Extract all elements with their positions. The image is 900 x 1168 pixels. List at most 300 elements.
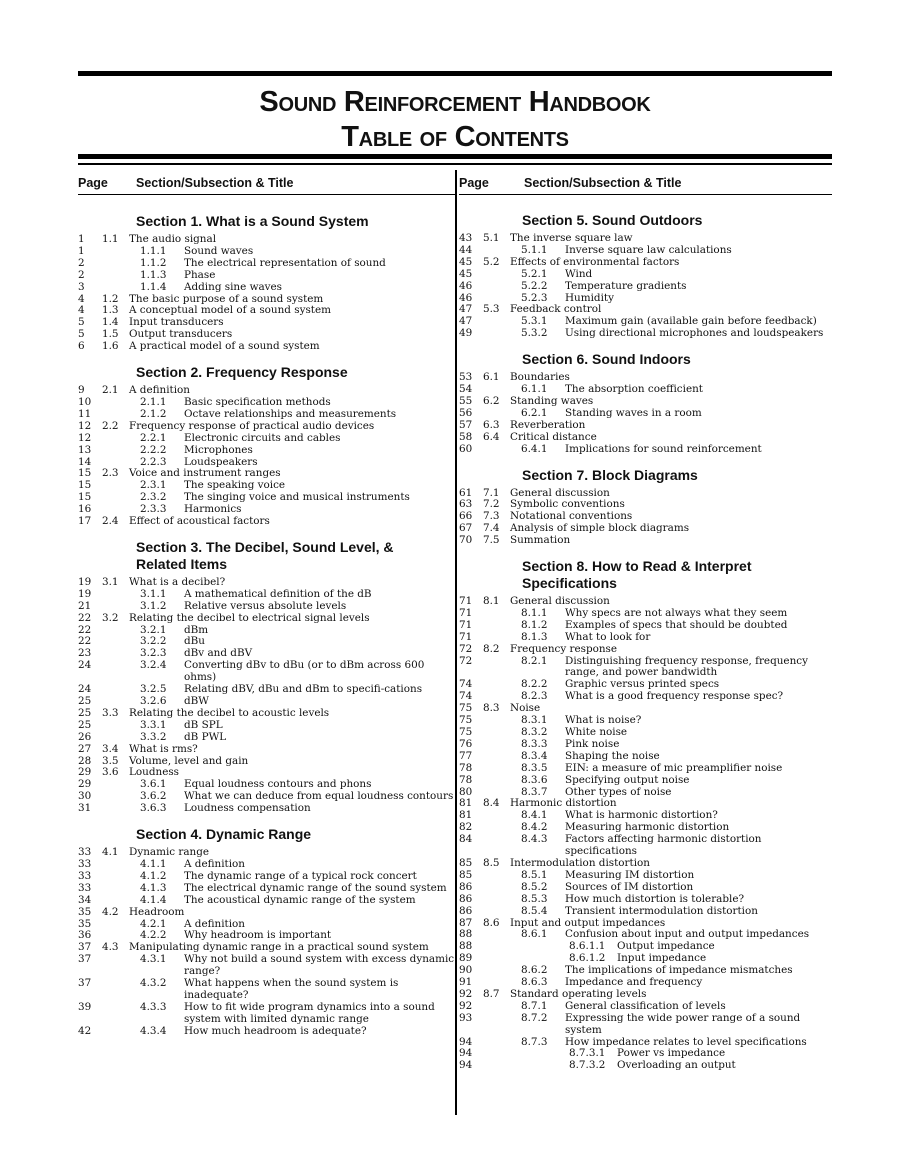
entry-section-number: 4.3.2: [140, 977, 167, 990]
entry-title: A definition: [129, 384, 190, 397]
entry-section-number: 8.7.2: [521, 1011, 548, 1024]
entry-page-number: 33: [78, 881, 92, 894]
entry-page-number: 26: [78, 730, 92, 743]
entry-title: Standing waves in a room: [565, 406, 702, 419]
entry-page-number: 75: [459, 726, 473, 738]
entry-title: dB PWL: [184, 730, 227, 743]
entry-section-number: 8.6: [483, 916, 500, 929]
entry-page-number: 1: [78, 233, 85, 245]
toc-entry: [459, 408, 832, 420]
entry-page-number: 4: [78, 304, 85, 317]
entry-title: Frequency response: [510, 642, 618, 655]
entry-section-number: 8.5.4: [521, 904, 548, 917]
entry-title: The electrical representation of sound: [184, 256, 386, 269]
entry-section-number: 1.1.3: [140, 268, 167, 281]
entry-title: Equal loudness contours and phons: [184, 778, 372, 791]
entry-title: Symbolic conventions: [510, 498, 625, 511]
toc-entry: [459, 727, 832, 739]
entry-section-number: 3.6.2: [140, 790, 167, 803]
entry-title: Notational conventions: [510, 510, 633, 523]
toc-entry: [78, 744, 456, 756]
entry-page-number: 77: [459, 749, 473, 762]
entry-title: Boundaries: [510, 371, 570, 384]
entry-title: Octave relationships and measurements: [184, 407, 397, 420]
entry-page-number: 3: [78, 280, 85, 293]
entry-title: dBv and dBV: [184, 647, 253, 660]
entry-title: A definition: [184, 917, 245, 930]
entry-page-number: 2: [78, 256, 85, 269]
section-heading: Section 5. Sound Outdoors: [522, 212, 703, 228]
section-heading: Section 6. Sound Indoors: [522, 351, 691, 368]
entry-section-number: 1.6: [102, 340, 119, 353]
page-header: Page: [78, 176, 108, 190]
entry-title: Inverse square law calculations: [565, 243, 732, 256]
entry-title: Relative versus absolute levels: [184, 599, 347, 612]
entry-page-number: 44: [459, 243, 473, 256]
toc-entry: [459, 257, 832, 269]
title-line-2: Table of Contents: [341, 121, 569, 153]
entry-title: How to fit wide program dynamics into a sound system with limited dynamic range: [184, 1000, 435, 1025]
section-heading: Section 8. How to Read & Interpret Specifications: [522, 558, 752, 592]
entry-title: What happens when the sound system is inadequate?: [184, 977, 399, 1001]
toc-entry: [78, 720, 456, 732]
toc-entry: [78, 613, 456, 625]
title-line-1: Sound Reinforcement Handbook: [259, 86, 651, 118]
entry-section-number: 3.1: [102, 575, 119, 588]
entry-page-number: 90: [459, 964, 473, 977]
entry-section-number: 8.5.1: [521, 868, 548, 881]
entry-section-number: 3.2.3: [140, 647, 167, 660]
toc-entry: [78, 516, 456, 528]
entry-title: dBu: [184, 635, 205, 648]
toc-entry: [78, 847, 456, 859]
entry-title: Factors affecting harmonic distortion specifications: [565, 833, 762, 858]
entry-title: What is noise?: [565, 714, 642, 727]
entry-title: Expressing the wide power range of a sound system: [565, 1011, 801, 1036]
entry-title: Headroom: [129, 905, 185, 918]
toc-entry: [78, 445, 456, 457]
entry-title: Manipulating dynamic range in a practical sound system: [129, 941, 429, 954]
entry-page-number: 86: [459, 880, 473, 893]
toc-section-6: [459, 351, 832, 455]
entry-page-number: 43: [459, 232, 473, 244]
entry-title: Loudspeakers: [184, 455, 258, 468]
entry-page-number: 58: [459, 430, 473, 443]
entry-title: How impedance relates to level specifications: [565, 1035, 807, 1048]
toc-entry: [78, 601, 456, 613]
entry-section-number: 1.5: [102, 328, 119, 341]
entry-page-number: 30: [78, 790, 92, 803]
entry-page-number: 56: [459, 406, 473, 419]
toc-entry: [78, 636, 456, 648]
entry-page-number: 88: [459, 928, 473, 941]
entry-page-number: 22: [78, 611, 92, 624]
entry-section-number: 8.2: [483, 642, 500, 655]
entry-title: Maximum gain (available gain before feedback): [565, 315, 817, 328]
entry-page-number: 42: [78, 1024, 92, 1037]
entry-page-number: 33: [78, 846, 92, 859]
toc-section-3: [78, 539, 456, 815]
entry-section-number: 3.6: [102, 766, 119, 779]
entry-title: Output transducers: [129, 328, 233, 341]
entry-page-number: 37: [78, 953, 92, 966]
entry-title: Summation: [510, 534, 571, 547]
entry-section-number: 5.3.2: [521, 327, 548, 340]
toc-section-4: [78, 826, 456, 1038]
entry-page-number: 12: [78, 431, 92, 444]
entry-title: dBW: [184, 695, 209, 707]
entry-title: Noise: [510, 702, 541, 715]
entry-section-number: 3.3.1: [140, 718, 167, 731]
toc-entry: [459, 644, 832, 656]
entry-page-number: 80: [459, 785, 473, 798]
toc-section-8: [459, 558, 832, 1072]
entry-title: White noise: [565, 726, 628, 738]
entry-title: Why headroom is important: [184, 929, 332, 942]
entry-page-number: 82: [459, 821, 473, 834]
entry-page-number: 74: [459, 678, 473, 691]
entry-section-number: 3.2.5: [140, 683, 167, 696]
page-header: Page: [459, 176, 489, 190]
entry-section-number: 3.5: [102, 754, 119, 767]
entry-section-number: 3.4: [102, 742, 119, 755]
toc-entry: [78, 625, 456, 637]
entry-section-number: 8.6.2: [521, 964, 548, 977]
entry-section-number: 6.1: [483, 371, 500, 384]
entry-section-number: 2.1.2: [140, 407, 167, 420]
entry-page-number: 46: [459, 291, 473, 304]
entry-section-number: 5.2.2: [521, 279, 548, 292]
entry-section-number: 2.2.3: [140, 455, 167, 468]
entry-title: Critical distance: [510, 430, 597, 443]
entry-title: The inverse square law: [510, 232, 633, 244]
entry-page-number: 49: [459, 327, 473, 340]
toc-entry: [459, 328, 832, 340]
entry-title: What to look for: [565, 630, 651, 643]
toc-entry: [459, 894, 832, 906]
entry-section-number: 8.3.3: [521, 737, 548, 750]
entry-page-number: 22: [78, 623, 92, 636]
entry-title: General classification of levels: [565, 999, 726, 1012]
entry-page-number: 19: [78, 587, 92, 600]
entry-page-number: 71: [459, 606, 473, 619]
toc-entry: [459, 763, 832, 775]
entry-section-number: 5.3: [483, 303, 500, 316]
entry-title: The dynamic range of a typical rock concert: [184, 869, 417, 882]
toc-entry: [459, 281, 832, 293]
entry-page-number: 60: [459, 442, 473, 455]
column-header: [459, 174, 832, 195]
entry-section-number: 4.1.4: [140, 893, 167, 906]
entry-title: Effects of environmental factors: [510, 255, 680, 268]
entry-page-number: 63: [459, 498, 473, 511]
entry-section-number: 1.1.4: [140, 280, 167, 293]
entry-page-number: 27: [78, 742, 92, 755]
toc-section-1: [78, 213, 456, 353]
entry-page-number: 21: [78, 599, 92, 612]
toc-entry: [459, 269, 832, 281]
entry-section-number: 7.1: [483, 486, 500, 499]
entry-title: Reverberation: [510, 418, 586, 431]
entry-section-number: 3.2.4: [140, 659, 167, 672]
entry-title: A definition: [184, 857, 245, 870]
entry-title: Transient intermodulation distortion: [565, 904, 758, 917]
section-heading: Section 1. What is a Sound System: [136, 213, 369, 229]
toc-column-left: [78, 174, 456, 1038]
entry-title: Shaping the noise: [565, 749, 660, 762]
entry-page-number: 75: [459, 702, 473, 715]
entry-section-number: 3.2.1: [140, 623, 167, 636]
entry-page-number: 35: [78, 917, 92, 930]
entry-page-number: 10: [78, 395, 92, 408]
entry-list: [459, 233, 832, 340]
toc-entry: [78, 270, 456, 282]
entry-page-number: 5: [78, 316, 85, 329]
entry-section-number: 4.3.3: [140, 1000, 167, 1013]
entry-page-number: 4: [78, 292, 85, 305]
toc-entry: [459, 906, 832, 918]
entry-title: Converting dBv to dBu (or to dBm across 600 ohms): [184, 659, 425, 684]
entry-page-number: 35: [78, 905, 92, 918]
title-rule-thin: [78, 163, 832, 165]
toc-entry: [78, 409, 456, 421]
entry-title: Confusion about input and output impedances: [565, 928, 810, 941]
entry-page-number: 78: [459, 761, 473, 774]
entry-title: What is a good frequency response spec?: [565, 690, 784, 703]
entry-page-number: 61: [459, 486, 473, 499]
toc-entry: [78, 433, 456, 445]
toc-entry: [78, 660, 456, 684]
entry-page-number: 75: [459, 714, 473, 727]
entry-section-number: 2.2.1: [140, 431, 167, 444]
entry-section-number: 4.3.4: [140, 1024, 167, 1037]
toc-entry: [459, 444, 832, 456]
entry-section-number: 3.6.3: [140, 802, 167, 815]
entry-page-number: 78: [459, 773, 473, 786]
entry-section-number: 8.6.3: [521, 976, 548, 989]
entry-section-number: 8.2.1: [521, 654, 548, 667]
entry-title: Phase: [184, 268, 216, 281]
entry-section-number: 4.2.1: [140, 917, 167, 930]
entry-page-number: 53: [459, 371, 473, 384]
entry-title: Adding sine waves: [184, 280, 283, 293]
entry-page-number: 11: [78, 407, 92, 420]
entry-page-number: 33: [78, 869, 92, 882]
entry-list: [459, 596, 832, 1072]
entry-section-number: 2.3.1: [140, 479, 167, 492]
entry-section-number: 4.2: [102, 905, 119, 918]
entry-page-number: 76: [459, 737, 473, 750]
entry-section-number: 5.2.3: [521, 291, 548, 304]
entry-title: Output impedance: [617, 940, 715, 953]
entry-title: Why not build a sound system with excess dynamic range?: [184, 953, 455, 978]
toc-section-7: [459, 467, 832, 548]
toc-entry: [459, 870, 832, 882]
entry-section-number: 8.2.2: [521, 678, 548, 691]
toc-entry: [459, 535, 832, 547]
toc-entry: [78, 589, 456, 601]
entry-title: What we can deduce from equal loudness contours: [184, 790, 454, 803]
entry-section-number: 5.1.1: [521, 243, 548, 256]
entry-section-number: 3.1.1: [140, 587, 167, 600]
entry-section-number: 1.2: [102, 292, 119, 305]
entry-page-number: 17: [78, 515, 92, 528]
entry-section-number: 3.2: [102, 611, 119, 624]
entry-page-number: 91: [459, 976, 473, 989]
entry-page-number: 28: [78, 754, 92, 767]
toc-entry: [459, 882, 832, 894]
entry-section-number: 1.1.2: [140, 256, 167, 269]
entry-title: The singing voice and musical instruments: [184, 491, 410, 504]
entry-section-number: 3.3.2: [140, 730, 167, 743]
entry-title: Intermodulation distortion: [510, 856, 650, 869]
entry-section-number: 2.3.3: [140, 503, 167, 516]
entry-title: EIN: a measure of mic preamplifier noise: [565, 761, 783, 774]
entry-page-number: 94: [459, 1035, 473, 1048]
entry-title: Standard operating levels: [510, 987, 647, 1000]
entry-section-number: 5.2.1: [521, 267, 548, 280]
entry-section-number: 4.1.2: [140, 869, 167, 882]
entry-title: Analysis of simple block diagrams: [510, 522, 690, 535]
entry-title: Loudness compensation: [184, 802, 311, 815]
entry-section-number: 5.3.1: [521, 315, 548, 328]
entry-page-number: 15: [78, 479, 92, 492]
entry-section-number: 8.7.3.2: [569, 1059, 606, 1072]
entry-page-number: 15: [78, 467, 92, 480]
entry-section-number: 5.1: [483, 232, 500, 244]
entry-section-number: 7.3: [483, 510, 500, 523]
entry-section-number: 6.4.1: [521, 442, 548, 455]
entry-title: Overloading an output: [617, 1059, 736, 1072]
entry-list: [78, 847, 456, 1038]
entry-section-number: 8.3.6: [521, 773, 548, 786]
entry-title: dB SPL: [184, 718, 223, 731]
toc-column-right: [459, 174, 832, 1072]
entry-title: General discussion: [510, 595, 610, 608]
toc-entry: [459, 1060, 832, 1072]
entry-section-number: 2.3: [102, 467, 119, 480]
entry-page-number: 31: [78, 802, 92, 815]
entry-section-number: 3.6.1: [140, 778, 167, 791]
entry-title: Frequency response of practical audio devices: [129, 419, 375, 432]
entry-section-number: 4.3: [102, 941, 119, 954]
toc-entry: [459, 715, 832, 727]
entry-section-number: 4.2.2: [140, 929, 167, 942]
entry-title: Feedback control: [510, 303, 602, 316]
entry-page-number: 66: [459, 510, 473, 523]
entry-page-number: 15: [78, 491, 92, 504]
entry-page-number: 34: [78, 893, 92, 906]
title-rule: [78, 154, 832, 159]
entry-page-number: 24: [78, 659, 92, 672]
entry-title: Loudness: [129, 766, 180, 779]
entry-page-number: 45: [459, 255, 473, 268]
entry-page-number: 9: [78, 384, 85, 397]
toc-entry: [459, 632, 832, 644]
toc-entry: [78, 954, 456, 978]
entry-section-number: 8.1.3: [521, 630, 548, 643]
entry-title: dBm: [184, 623, 209, 636]
entry-page-number: 87: [459, 916, 473, 929]
entry-page-number: 85: [459, 868, 473, 881]
entry-title: Why specs are not always what they seem: [565, 606, 788, 619]
entry-page-number: 86: [459, 892, 473, 905]
toc-entry: [78, 708, 456, 720]
entry-section-number: 8.7: [483, 987, 500, 1000]
entry-page-number: 24: [78, 683, 92, 696]
entry-title: The audio signal: [129, 233, 217, 245]
toc-entry: [459, 834, 832, 858]
toc-entry: [459, 420, 832, 432]
entry-section-number: 8.7.3: [521, 1035, 548, 1048]
entry-section-number: 1.1: [102, 233, 119, 245]
entry-section-number: 4.1.3: [140, 881, 167, 894]
entry-section-number: 8.7.3.1: [569, 1047, 606, 1060]
section-heading: Section 2. Frequency Response: [136, 364, 348, 381]
section-heading: Section 4. Dynamic Range: [136, 826, 312, 843]
entry-section-number: 8.5.3: [521, 892, 548, 905]
toc-entry: [78, 803, 456, 815]
entry-title: Wind: [565, 267, 593, 280]
entry-page-number: 93: [459, 1011, 473, 1024]
entry-section-number: 3.1.2: [140, 599, 167, 612]
toc-entry: [78, 341, 456, 353]
entry-title: Temperature gradients: [565, 279, 687, 292]
entry-page-number: 54: [459, 383, 473, 396]
entry-page-number: 29: [78, 766, 92, 779]
entry-section-number: 8.4.3: [521, 833, 548, 846]
entry-page-number: 89: [459, 952, 473, 965]
entry-title: Humidity: [565, 291, 614, 304]
entry-section-number: 2.2: [102, 419, 119, 432]
entry-page-number: 25: [78, 695, 92, 707]
entry-list: [459, 372, 832, 455]
entry-title: The acoustical dynamic range of the system: [184, 893, 416, 906]
entry-title: Measuring IM distortion: [565, 868, 695, 881]
entry-title: Specifying output noise: [565, 773, 690, 786]
entry-page-number: 12: [78, 419, 92, 432]
entry-title: A practical model of a sound system: [129, 340, 320, 353]
entry-page-number: 94: [459, 1059, 473, 1072]
toc-entry: [78, 492, 456, 504]
entry-page-number: 81: [459, 797, 473, 810]
entry-section-number: 5.2: [483, 255, 500, 268]
toc-entry: [78, 871, 456, 883]
entry-section-number: 6.3: [483, 418, 500, 431]
entry-page-number: 25: [78, 718, 92, 731]
entry-section-number: 8.7.1: [521, 999, 548, 1012]
entry-page-number: 84: [459, 833, 473, 846]
entry-title: Relating the decibel to electrical signal levels: [129, 611, 370, 624]
entry-title: Relating the decibel to acoustic levels: [129, 706, 330, 719]
entry-section-number: 8.3.1: [521, 714, 548, 727]
entry-section-number: 7.5: [483, 534, 500, 547]
entry-section-number: 6.1.1: [521, 383, 548, 396]
entry-section-number: 8.3: [483, 702, 500, 715]
entry-title: A mathematical definition of the dB: [184, 587, 372, 600]
entry-title: Implications for sound reinforcement: [565, 442, 762, 455]
toc-entry: [78, 895, 456, 907]
toc-entry: [459, 1013, 832, 1037]
entry-title: Sound waves: [184, 244, 254, 257]
entry-section-number: 1.1.1: [140, 244, 167, 257]
entry-section-number: 7.2: [483, 498, 500, 511]
entry-page-number: 33: [78, 857, 92, 870]
page-title: [78, 85, 832, 155]
entry-page-number: 55: [459, 394, 473, 407]
entry-section-number: 8.3.4: [521, 749, 548, 762]
entry-title: Pink noise: [565, 737, 620, 750]
